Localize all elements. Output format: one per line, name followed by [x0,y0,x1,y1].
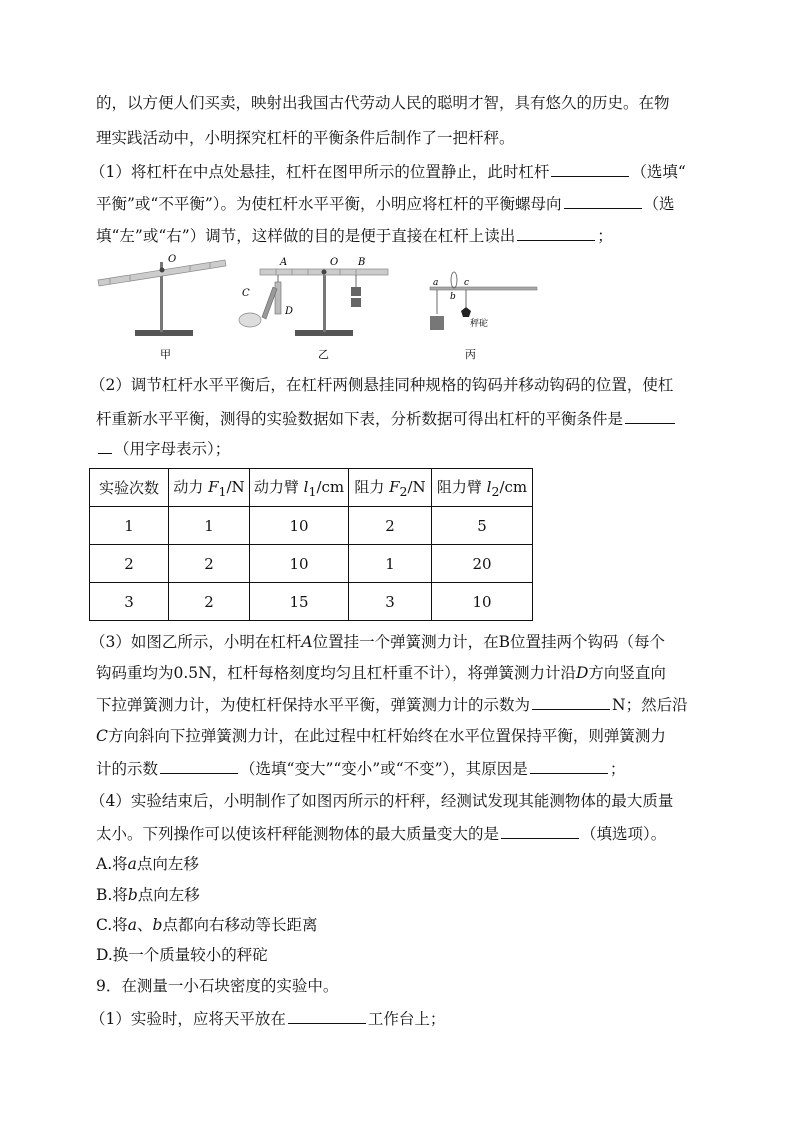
q1-line-3: 填“左”或“右”）调节，这样做的目的是便于直接在杠杆上读出 ； [96,224,613,247]
table-cell: 10 [432,583,533,621]
table-cell: 15 [250,583,349,621]
label-pc: c [464,278,470,288]
intro-line-1: 的，以方便人们买卖，映射出我国古代劳动人民的聪明才智，具有悠久的历史。在物 [96,94,670,112]
table-cell: 3 [349,583,432,621]
answer-blank-2[interactable] [564,192,642,209]
th-arm2: 阻力臂 $l_2/cm$ [432,469,533,507]
caption-yi: 乙 [318,348,329,361]
figure-yi [239,257,388,361]
option-c: C.将a、b点都向右移动等长距离 [96,916,318,934]
table-row [90,583,533,621]
pivot-jia [160,268,165,273]
spring-scale-d [275,282,281,314]
q3-line-3: 下拉弹簧测力计，为使杠杆保持水平平衡，弹簧测力计的示数为 N；然后沿 [96,693,688,716]
steelyard-weight-icon [461,307,471,317]
q4-line-2: 太小。下列操作可以使该杆秤能测物体的最大质量变大的是 （填选项）。 [96,822,666,845]
table-row [90,507,533,545]
hook-weight-2 [351,298,361,307]
answer-blank-9[interactable] [288,1007,366,1024]
q2-line-1: （2）调节杠杆水平平衡后，在杠杆两侧悬挂同种规格的钩码并移动钩码的位置，使杠 [90,376,674,394]
pivot-yi [322,270,327,275]
table-row [90,545,533,583]
answer-blank-4[interactable] [625,407,675,424]
figure-jia [98,254,226,361]
table-cell: 1 [169,507,250,545]
lever-figure [90,252,550,366]
table-cell: 3 [90,583,169,621]
caption-jia: 甲 [160,348,171,361]
label-d: D [285,306,294,317]
answer-blank-7[interactable] [530,757,608,774]
table-header-row [90,469,533,507]
hanging-object [430,316,444,330]
hanging-loop [451,272,457,288]
table-cell: 1 [349,545,432,583]
table-cell: 2 [169,545,250,583]
stand-yi [323,270,326,332]
q2-line-3: （用字母表示）； [96,437,230,460]
data-table [89,468,533,621]
q9-line-1: （1）实验时，应将天平放在 工作台上； [90,1007,445,1030]
answer-blank-3[interactable] [517,224,595,241]
table-cell: 1 [90,507,169,545]
table-cell: 2 [349,507,432,545]
table-cell: 2 [90,545,169,583]
th-force2: 阻力 $F_2/N$ [349,469,432,507]
q4-line-1: （4）实验结束后，小明制作了如图丙所示的杆秤，经测试发现其能测物体的最大质量 [90,792,674,810]
table-cell: 10 [250,545,349,583]
q3-line-4: C方向斜向下拉弹簧测力计，在此过程中杠杆始终在水平位置保持平衡，则弹簧测力 [96,727,666,745]
label-b: B [358,257,366,268]
th-force1: 动力 $F_1/N$ [169,469,250,507]
intro-line-2: 理实践活动中，小明探究杠杆的平衡条件后制作了一把杆秤。 [96,129,515,147]
q2-line-2: 杆重新水平平衡，测得的实验数据如下表，分析数据可得出杠杆的平衡条件是 [96,407,677,430]
answer-blank-6[interactable] [160,757,238,774]
label-a: A [280,257,288,268]
answer-blank-5[interactable] [532,693,610,710]
q3-line-2: 钩码重均为0.5N，杠杆每格刻度均匀且杠杆重不计），将弹簧测力计沿D方向竖直向 [96,664,666,682]
hand-icon [239,313,261,327]
answer-blank-4-cont[interactable] [98,437,112,454]
figure-bing [430,272,537,361]
base-jia [135,330,193,336]
answer-blank-8[interactable] [501,822,579,839]
hook-weight-1 [351,287,361,296]
th-arm1: 动力臂 $l_1/cm$ [250,469,349,507]
table-cell: 20 [432,545,533,583]
q1-line-1: （1）将杠杆在中点处悬挂，杠杆在图甲所示的位置静止，此时杠杆 （选填“ [90,160,686,183]
table-cell: 2 [169,583,250,621]
q3-line-1: （3）如图乙所示，小明在杠杆A位置挂一个弹簧测力计，在B位置挂两个钩码（每个 [90,633,665,651]
q9-title: 9．在测量一小石块密度的实验中。 [96,977,339,995]
steelyard-rod [430,287,537,290]
label-o1: O [168,254,177,265]
th-trial: 实验次数 [90,469,169,507]
label-weight: 秤砣 [470,319,489,329]
option-b: B.将b点向左移 [96,886,200,904]
answer-blank-1[interactable] [551,160,629,177]
label-pb: b [450,292,456,302]
label-pa: a [433,278,439,288]
option-d: D.换一个质量较小的秤砣 [96,946,268,964]
table-cell: 5 [432,507,533,545]
table-cell: 10 [250,507,349,545]
q3-line-5: 计的示数 （选填“变大”“变小”或“不变”），其原因是 ； [96,757,625,780]
label-o2: O [330,257,339,268]
label-c: C [242,288,250,299]
option-a: A.将a点向左移 [96,855,199,873]
q1-line-2: 平衡”或“不平衡”）。为使杠杆水平平衡，小明应将杠杆的平衡螺母向 （选 [96,192,675,215]
caption-bing: 丙 [465,348,476,361]
